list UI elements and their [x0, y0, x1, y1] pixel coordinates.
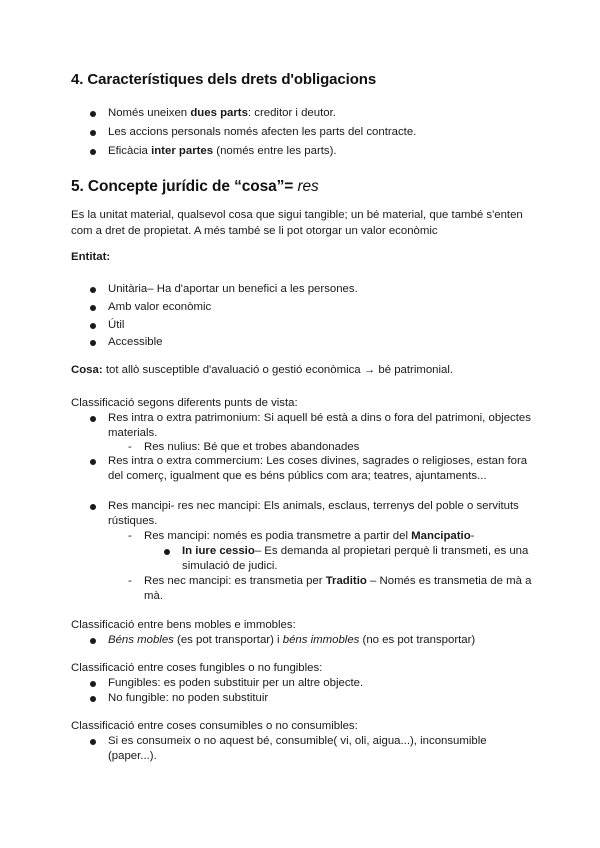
list-item: Res intra o extra commercium: Les coses divines, sagrades o religioses, estan fora: [108, 455, 528, 467]
bullet-icon: [90, 504, 96, 510]
sub-item: Res nulius: Bé que et trobes abandonades: [144, 441, 360, 453]
list-item: rústiques.: [108, 515, 158, 527]
bullet-icon: [90, 739, 96, 745]
dash-icon: -: [128, 575, 132, 587]
list-item: Només uneixen dues parts: creditor i deutor.: [108, 107, 336, 119]
intro-text: com a dret de propietat. A més també se li pot otorgar un valor econòmic: [71, 225, 438, 237]
bullet-icon: [90, 638, 96, 644]
bullet-icon: [90, 696, 96, 702]
list-item: Béns mobles (es pot transportar) i béns immobles (no es pot transportar): [108, 634, 476, 646]
section5-title: 5. Concepte jurídic de “cosa”= res: [71, 178, 319, 195]
bullet-icon: [90, 287, 96, 293]
cosa-definition: Cosa: tot allò susceptible d'avaluació o gestió econòmica → bé patrimonial.: [71, 364, 454, 376]
list-item: (paper...).: [108, 750, 157, 762]
bullet-icon: [164, 549, 170, 555]
section4-title: 4. Característiques dels drets d'obligacions: [71, 71, 377, 88]
sub-sub-item: In iure cessio– Es demanda al propietari perquè li transmeti, es una: [182, 545, 529, 557]
bullet-icon: [90, 681, 96, 687]
sub-item: Res nec mancipi: es transmetia per Traditio – Només es transmetia de mà a: [144, 575, 532, 587]
dash-icon: -: [128, 441, 132, 453]
bullet-icon: [90, 340, 96, 346]
list-item: Res mancipi- res nec mancipi: Els animals, esclaus, terrenys del poble o servituts: [108, 500, 519, 512]
dash-icon: -: [128, 530, 132, 542]
list-item: Res intra o extra patrimonium: Si aquell bé està a dins o fora del patrimoni, objectes: [108, 412, 531, 424]
list-item: Si es consumeix o no aquest bé, consumible( vi, oli, aigua...), inconsumible: [108, 735, 487, 747]
bullet-icon: [90, 323, 96, 329]
list-item: No fungible: no poden substituir: [108, 692, 269, 704]
classificacio-heading: Classificació entre coses consumibles o no consumibles:: [71, 720, 358, 732]
list-item: Fungibles: es poden substituir per un altre objecte.: [108, 677, 364, 689]
sub-sub-item: simulació de judici.: [182, 560, 278, 572]
classificacio-heading: Classificació entre bens mobles e immobles:: [71, 619, 296, 631]
list-item: Unitària– Ha d'aportar un benefici a les persones.: [108, 283, 358, 295]
sub-item: Res mancipi: només es podia transmetre a partir del Mancipatio-: [144, 530, 475, 542]
list-item: Les accions personals només afecten les parts del contracte.: [108, 126, 417, 138]
classificacio-heading: Classificació entre coses fungibles o no fungibles:: [71, 662, 323, 674]
bullet-icon: [90, 305, 96, 311]
bullet-icon: [90, 130, 96, 136]
list-item: del comerç, igualment que es béns públics com ara; teatres, ajuntaments...: [108, 470, 487, 482]
list-item: Amb valor econòmic: [108, 301, 212, 313]
bullet-icon: [90, 149, 96, 155]
bullet-icon: [90, 459, 96, 465]
intro-text: Es la unitat material, qualsevol cosa que sigui tangible; un bé material, que també s'enten: [71, 209, 523, 221]
bullet-icon: [90, 111, 96, 117]
entitat-label: Entitat:: [71, 251, 111, 263]
sub-item: mà.: [144, 590, 163, 602]
bullet-icon: [90, 416, 96, 422]
list-item: Eficàcia inter partes (només entre les parts).: [108, 145, 337, 157]
classificacio-heading: Classificació segons diferents punts de vista:: [71, 397, 298, 409]
list-item: Accessible: [108, 336, 163, 348]
list-item: materials.: [108, 427, 158, 439]
list-item: Útil: [108, 319, 125, 331]
